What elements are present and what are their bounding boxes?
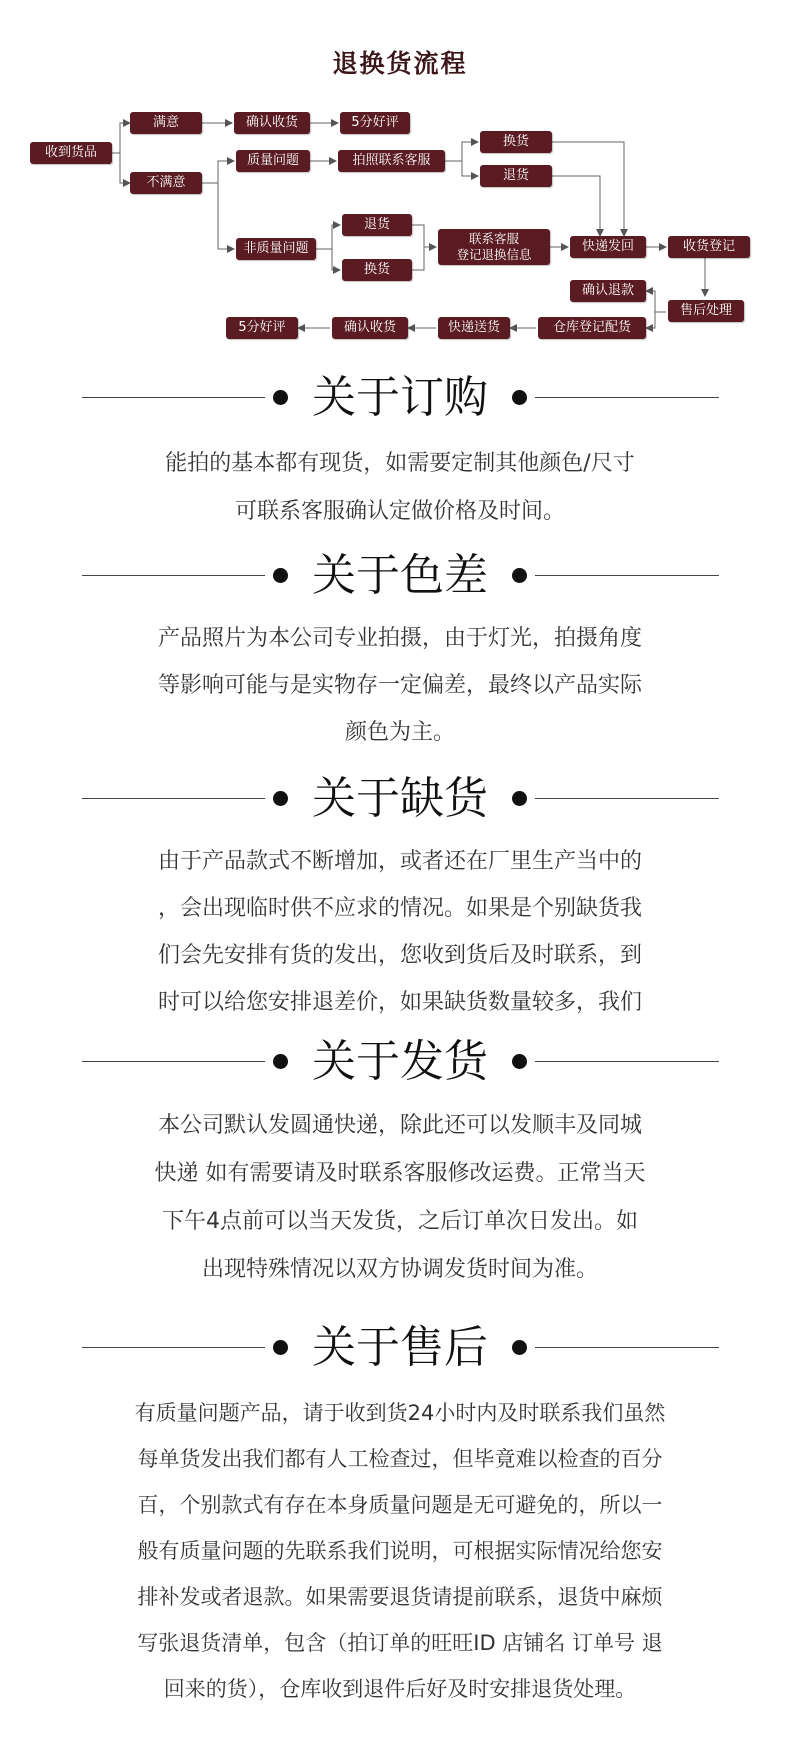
node-receive-register: 收货登记 xyxy=(668,236,750,258)
node-after-sales: 售后处理 xyxy=(668,300,744,322)
bullet-dot xyxy=(512,390,527,405)
text-line: 有质量问题产品，请于收到货24小时内及时联系我们虽然 xyxy=(134,1401,666,1425)
node-express-return: 快递发回 xyxy=(570,236,646,258)
bullet-dot xyxy=(273,568,288,583)
bullet-dot xyxy=(512,1054,527,1069)
bullet-dot xyxy=(273,791,288,806)
node-unsatisfied: 不满意 xyxy=(130,172,202,194)
divider-line xyxy=(535,1347,719,1348)
text-line: 本公司默认发圆通快递，除此还可以发顺丰及同城 xyxy=(157,1113,642,1138)
text-line: 们会先安排有货的发出，您收到货后及时联系，到 xyxy=(157,943,642,968)
section-color-diff-text xyxy=(95,615,705,756)
divider-line xyxy=(535,798,719,799)
section-after-sales-text xyxy=(88,1390,712,1712)
bullet-dot xyxy=(512,568,527,583)
divider-line xyxy=(535,1061,719,1062)
divider-line xyxy=(82,397,265,398)
node-confirm-receipt-1: 确认收货 xyxy=(234,112,310,134)
text-line: 可联系客服确认定做价格及时间。 xyxy=(234,499,565,524)
node-confirm-receipt-2: 确认收货 xyxy=(332,317,408,339)
section-ordering-header xyxy=(0,368,800,428)
flowchart-connectors xyxy=(0,0,800,345)
text-line: 能拍的基本都有现货，如需要定制其他颜色/尺寸 xyxy=(165,451,635,476)
text-line: 出现特殊情况以双方协调发货时间为准。 xyxy=(201,1257,598,1282)
section-title: 关于缺货 xyxy=(312,773,488,824)
text-line: 排补发或者退款。如果需要退货请提前联系，退货中麻烦 xyxy=(137,1585,663,1609)
node-return-2: 退货 xyxy=(342,214,412,236)
node-photo-contact-service: 拍照联系客服 xyxy=(338,150,445,172)
divider-line xyxy=(82,1347,265,1348)
node-non-quality-issue: 非质量问题 xyxy=(236,238,316,260)
node-received: 收到货品 xyxy=(30,142,112,164)
text-line: 百，个别款式有存在本身质量问题是无可避免的，所以一 xyxy=(137,1493,663,1517)
node-exchange-2: 换货 xyxy=(342,259,412,281)
text-line: 时可以给您安排退差价，如果缺货数量较多，我们 xyxy=(157,990,642,1015)
bullet-dot xyxy=(512,1340,527,1355)
divider-line xyxy=(535,397,719,398)
section-title: 关于订购 xyxy=(312,372,488,423)
text-line: 写张退货清单，包含（拍订单的旺旺ID 店铺名 订单号 退 xyxy=(137,1631,663,1655)
section-shipping-text xyxy=(95,1102,705,1294)
text-line: 由于产品款式不断增加，或者还在厂里生产当中的 xyxy=(157,849,642,874)
section-out-of-stock-text xyxy=(95,838,705,1026)
node-contact-register-line1: 联系客服 xyxy=(468,231,519,246)
bullet-dot xyxy=(273,1340,288,1355)
divider-line xyxy=(82,798,265,799)
node-five-star-review-1: 5分好评 xyxy=(340,112,410,134)
node-exchange-1: 换货 xyxy=(480,131,552,153)
text-line: 下午4点前可以当天发货，之后订单次日发出。如 xyxy=(162,1209,638,1234)
bullet-dot xyxy=(273,1054,288,1069)
node-express-delivery: 快递送货 xyxy=(438,317,510,339)
bullet-dot xyxy=(512,791,527,806)
bullet-dot xyxy=(273,390,288,405)
section-title: 关于发货 xyxy=(312,1036,488,1087)
section-out-of-stock-header xyxy=(0,769,800,829)
section-ordering-text xyxy=(95,440,705,536)
node-satisfied: 满意 xyxy=(130,112,202,134)
node-quality-issue: 质量问题 xyxy=(236,150,310,172)
text-line: 回来的货），仓库收到退件后好及时安排退货处理。 xyxy=(163,1677,637,1701)
section-title: 关于色差 xyxy=(312,550,488,601)
divider-line xyxy=(82,1061,265,1062)
text-line: 每单货发出我们都有人工检查过，但毕竟难以检查的百分 xyxy=(137,1447,663,1471)
text-line: 等影响可能与是实物存一定偏差，最终以产品实际 xyxy=(157,673,642,698)
divider-line xyxy=(535,575,719,576)
text-line: ，会出现临时供不应求的情况。如果是个别缺货我 xyxy=(157,896,642,921)
divider-line xyxy=(82,575,265,576)
node-return-1: 退货 xyxy=(480,165,552,187)
node-contact-register xyxy=(438,229,550,265)
text-line: 快递 如有需要请及时联系客服修改运费。正常当天 xyxy=(154,1161,646,1186)
flowchart-title: 退换货流程 xyxy=(332,49,468,78)
text-line: 颜色为主。 xyxy=(344,720,455,745)
text-line: 般有质量问题的先联系我们说明，可根据实际情况给您安 xyxy=(137,1539,663,1563)
node-confirm-refund: 确认退款 xyxy=(570,280,646,302)
node-contact-register-line2: 登记退换信息 xyxy=(456,247,532,262)
node-warehouse-dispatch: 仓库登记配货 xyxy=(538,317,646,339)
section-color-diff-header xyxy=(0,546,800,606)
text-line: 产品照片为本公司专业拍摄，由于灯光，拍摄角度 xyxy=(157,626,642,651)
section-title: 关于售后 xyxy=(312,1322,488,1373)
node-five-star-review-2: 5分好评 xyxy=(226,317,298,339)
section-after-sales-header xyxy=(0,1318,800,1378)
section-shipping-header xyxy=(0,1032,800,1092)
